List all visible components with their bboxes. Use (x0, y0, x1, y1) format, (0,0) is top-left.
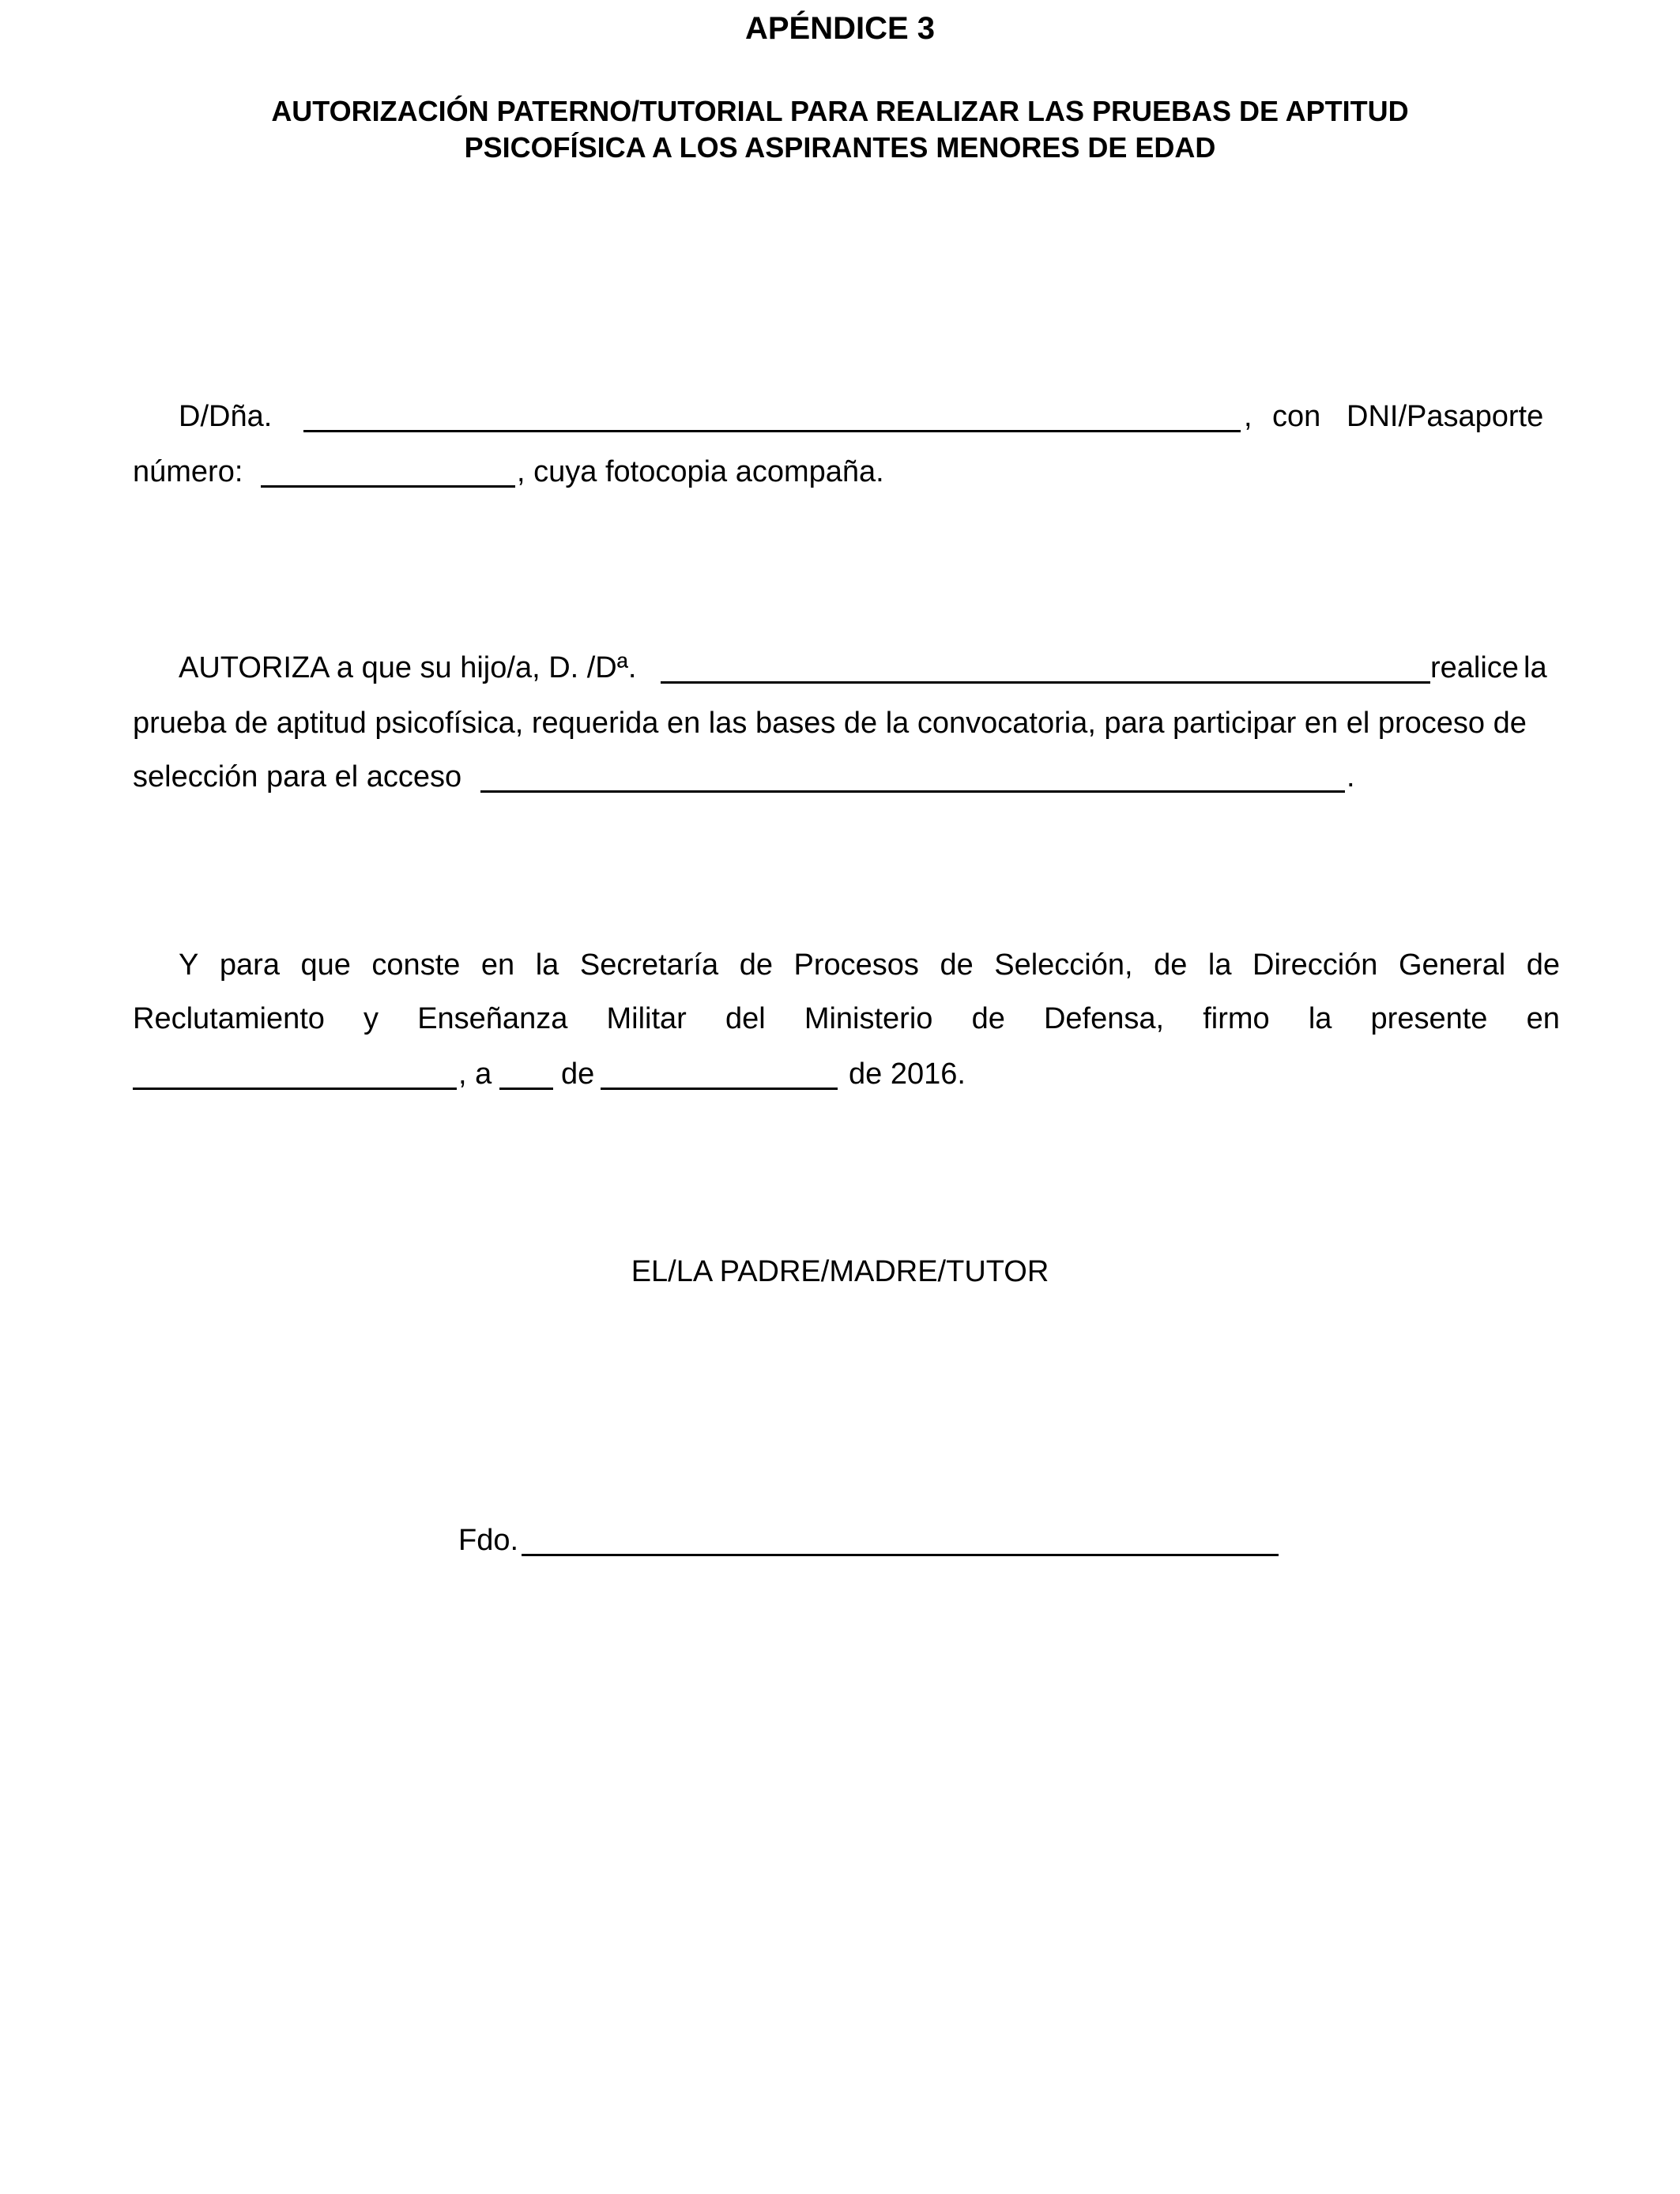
fdo-label: Fdo. (458, 1524, 519, 1557)
appendix-title: APÉNDICE 3 (744, 11, 936, 46)
autoriza-label: AUTORIZA a que su hijo/a, D. /Dª. (179, 651, 637, 684)
word: la (1207, 948, 1232, 982)
place-blank[interactable] (133, 1061, 457, 1094)
word: de (1526, 948, 1560, 982)
word: en (480, 948, 515, 982)
signer-role: EL/LA PADRE/MADRE/TUTOR (631, 1255, 1049, 1288)
word: y (363, 1002, 379, 1035)
word: Dirección (1252, 948, 1378, 982)
word: del (725, 1002, 766, 1035)
name-blank[interactable] (303, 403, 1241, 436)
numero-label: número: (133, 455, 243, 488)
word: la (535, 948, 559, 982)
word: Reclutamiento (133, 1002, 325, 1035)
word: de (739, 948, 773, 982)
word: en (1526, 1002, 1560, 1035)
word-con: con (1272, 400, 1321, 433)
word: Militar (606, 1002, 687, 1035)
realice-text: realice (1430, 651, 1519, 684)
dni-pasaporte-label: DNI/Pasaporte (1347, 400, 1544, 433)
word: Procesos (793, 948, 919, 982)
prueba-line: prueba de aptitud psicofísica, requerida en las bases de la convocatoria, para participar en el proceso de (133, 707, 1527, 740)
year-text: de 2016. (849, 1057, 966, 1091)
conste-line-2 (133, 1001, 1560, 1037)
comma-a-text: , a (458, 1057, 492, 1091)
day-blank[interactable] (499, 1061, 553, 1094)
word: Ministerio (804, 1002, 933, 1035)
access-blank[interactable] (480, 763, 1345, 797)
name-comma: , (1244, 400, 1252, 433)
word: conste (371, 948, 461, 982)
word: Enseñanza (417, 1002, 568, 1035)
word: que (300, 948, 351, 982)
word: presente (1370, 1002, 1488, 1035)
word: General (1398, 948, 1506, 982)
word: de (940, 948, 974, 982)
word: Secretaría (579, 948, 719, 982)
signature-blank[interactable] (522, 1527, 1279, 1560)
fotocopia-text: , cuya fotocopia acompaña. (517, 455, 884, 488)
word: Selección, (994, 948, 1133, 982)
la-text: la (1524, 651, 1547, 684)
dni-number-blank[interactable] (261, 458, 515, 492)
word: para (219, 948, 280, 982)
seleccion-label: selección para el acceso (133, 760, 462, 794)
child-name-blank[interactable] (661, 654, 1430, 688)
seleccion-period: . (1347, 760, 1355, 794)
word: la (1308, 1002, 1332, 1035)
word: Y (179, 948, 199, 982)
name-label: D/Dña. (179, 400, 273, 433)
word: firmo (1203, 1002, 1270, 1035)
document-subtitle-line-2: PSICOFÍSICA A LOS ASPIRANTES MENORES DE EDAD (464, 131, 1216, 164)
month-blank[interactable] (601, 1061, 838, 1094)
word: de (971, 1002, 1005, 1035)
de-text: de (561, 1057, 595, 1091)
word: de (1154, 948, 1188, 982)
conste-line-1 (179, 947, 1560, 983)
word: Defensa, (1043, 1002, 1165, 1035)
document-subtitle-line-1: AUTORIZACIÓN PATERNO/TUTORIAL PARA REALIZAR LAS PRUEBAS DE APTITUD (271, 95, 1409, 127)
